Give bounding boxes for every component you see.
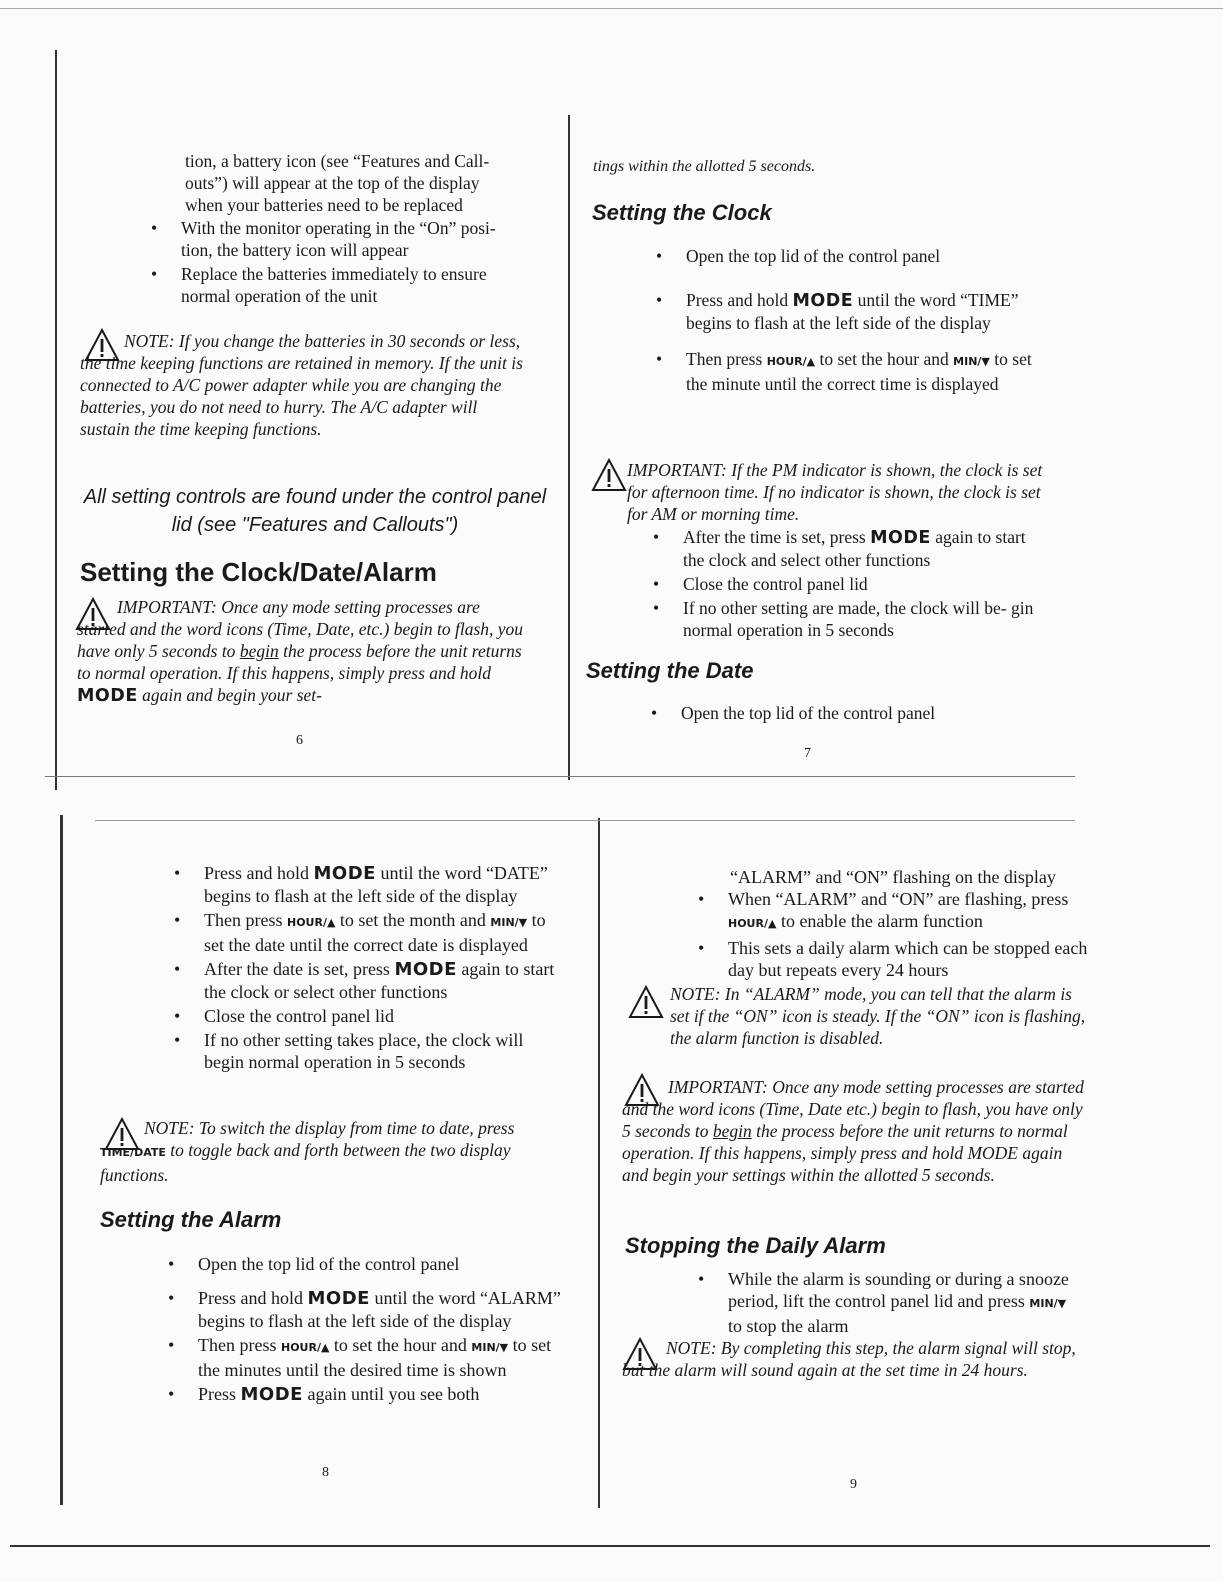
text-span: to set the month and — [339, 910, 486, 930]
controls-notice: All setting controls are found under the control panel lid (see "Features and Callouts") — [83, 486, 547, 536]
mode-key-label: MODE — [307, 1288, 370, 1309]
list-item: • Close the control panel lid — [170, 1005, 565, 1027]
scan-border-line — [0, 8, 1223, 9]
mode-key-label: MODE — [792, 291, 854, 311]
list-item: • Replace the batteries immediately to ensure normal operation of the unit — [147, 263, 527, 307]
mode-key-label: MODE — [394, 959, 457, 980]
text-span: to enable the alarm function — [780, 911, 983, 931]
list-item: • Close the control panel lid — [649, 573, 1049, 595]
page-number: 6 — [296, 733, 303, 748]
list-item: • This sets a daily alarm which can be stopped each day but repeats every 24 hours — [694, 937, 1104, 981]
scan-border-line — [55, 50, 57, 790]
warning-icon — [628, 985, 664, 1019]
text-span: NOTE: To switch the display from time to date, press — [144, 1118, 515, 1138]
page6-important — [77, 596, 532, 707]
list-item: • If no other setting are made, the clock will be- gin normal operation in 5 seconds — [649, 597, 1049, 641]
date-steps-cont — [170, 862, 565, 1075]
text-span: Press and hold — [204, 863, 309, 883]
section-heading: Setting the Clock/Date/Alarm — [80, 557, 437, 587]
page-number: 9 — [850, 1477, 857, 1492]
section-heading: Setting the Clock — [592, 200, 772, 225]
min-key-label: MIN/▼ — [490, 916, 528, 929]
page-divider — [598, 818, 600, 1508]
text-span: Then press — [204, 910, 283, 930]
text-span: Press and hold — [686, 290, 789, 310]
text-span: to set the minute until the correct time is displayed — [686, 349, 1032, 394]
text-span: to set the hour and — [819, 349, 949, 369]
min-key-label: MIN/▼ — [471, 1341, 509, 1354]
text-span: until the word “DATE” begins to flash at the left side of the display — [204, 863, 548, 906]
clock-important: IMPORTANT: If the PM indicator is shown, the clock is set for afternoon time. If no indicator is shown, the clock is set for AM or morning time. — [627, 460, 1043, 524]
text-span: While the alarm is sounding or during a snooze period, lift the control panel lid and press — [728, 1269, 1069, 1311]
time-date-key-label: TIME/DATE — [100, 1146, 166, 1159]
list-item — [170, 958, 565, 1003]
min-key-label: MIN/▼ — [953, 355, 990, 368]
page-number: 8 — [322, 1465, 329, 1480]
text-line: outs”) will appear at the top of the display — [185, 173, 480, 193]
page-divider — [95, 820, 1075, 821]
list-item — [694, 888, 1104, 935]
list-item: • Open the top lid of the control panel — [652, 245, 1042, 267]
list-item — [649, 526, 1049, 571]
text-span: again to start the clock and select other functions — [683, 527, 1026, 570]
min-key-label: MIN/▼ — [1029, 1297, 1067, 1310]
stop-alarm-note: NOTE: By completing this step, the alarm signal will stop, but the alarm will sound again at the set time in 24 hours. — [622, 1338, 1076, 1380]
list-item — [652, 348, 1042, 395]
clock-steps-cont — [649, 526, 1049, 643]
text-span: the process before the unit returns to normal operation. If this happens, simply press and hold — [77, 641, 522, 683]
text-span: the process before the unit returns to normal operation. If this happens, simply press and hold MODE again and begin your settings within the allotted 5 seconds. — [622, 1121, 1068, 1185]
list-item — [170, 862, 565, 907]
text-span: to set the minutes until the desired time is shown — [198, 1335, 552, 1380]
stop-alarm-steps — [694, 1268, 1084, 1339]
page-number: 7 — [804, 746, 811, 761]
warning-icon — [591, 458, 627, 492]
page-divider — [568, 115, 570, 780]
list-item — [170, 909, 565, 956]
text-span: again and begin your set- — [142, 685, 322, 705]
scan-border-line — [10, 1545, 1210, 1547]
text-span: until the word “ALARM” begins to flash at the left side of the display — [198, 1288, 561, 1331]
section-heading: Stopping the Daily Alarm — [625, 1233, 886, 1258]
page-divider — [45, 776, 1075, 777]
list-item — [164, 1383, 569, 1406]
mode-key-label: MODE — [77, 686, 138, 706]
page6-bullets — [147, 217, 527, 309]
clock-steps — [652, 245, 1042, 397]
text-span: to toggle back and forth between the two display functions. — [100, 1140, 511, 1185]
text-line: tion, a battery icon (see “Features and Call- — [185, 151, 490, 171]
text-span: until the word “TIME” begins to flash at the left side of the display — [686, 290, 1019, 333]
text-span: After the date is set, press — [204, 959, 390, 979]
list-item: • If no other setting takes place, the clock will begin normal operation in 5 seconds — [170, 1029, 565, 1073]
date-steps — [647, 702, 1047, 726]
hour-key-label: HOUR/▲ — [280, 1341, 330, 1354]
alarm-note: NOTE: In “ALARM” mode, you can tell that the alarm is set if the “ON” icon is steady. If the “ON” icon is flashing, the alarm function is disabled. — [670, 984, 1086, 1048]
page6-intro — [185, 150, 545, 216]
list-item — [164, 1334, 569, 1381]
text-span: again until you see both — [307, 1384, 480, 1404]
alarm-important — [622, 1076, 1092, 1186]
text-span: again to start the clock or select other functions — [204, 959, 555, 1002]
text-span: to set the date until the correct date is displayed — [204, 910, 546, 955]
list-item: • Open the top lid of the control panel — [164, 1253, 569, 1275]
hour-key-label: HOUR/▲ — [728, 917, 777, 930]
list-item — [164, 1287, 569, 1332]
text-span: Then press — [198, 1335, 277, 1355]
text-line: when your batteries need to be replaced — [185, 195, 463, 215]
alarm-steps — [164, 1253, 569, 1408]
mode-key-label: MODE — [313, 863, 376, 884]
carryover-text: tings within the allotted 5 seconds. — [593, 158, 816, 175]
text-span: After the time is set, press — [683, 527, 866, 547]
text-span: When “ALARM” and “ON” are flashing, press — [728, 889, 1069, 909]
underlined-word: begin — [712, 1121, 752, 1141]
text-span: Press — [198, 1384, 237, 1404]
list-item: • Open the top lid of the control panel — [647, 702, 1047, 724]
alarm-steps-cont — [694, 888, 1104, 983]
mode-key-label: MODE — [870, 528, 931, 548]
section-heading: Setting the Date — [586, 658, 754, 683]
text-span: Press and hold — [198, 1288, 303, 1308]
text-span: IMPORTANT: Once any mode setting processes are started and the word icons (Time, Date etc.) begin to flash, you have only 5 seconds to — [622, 1077, 1084, 1141]
hour-key-label: HOUR/▲ — [766, 355, 816, 368]
date-note — [100, 1117, 560, 1186]
page6-note: NOTE: If you change the batteries in 30 seconds or less, the time keeping functions are retained in memory. If the unit is connected to A/C power adapter while you are changing the batteries, you do not need to hurry. The A/C adapter will sustain the time keeping functions. — [80, 331, 523, 439]
list-item — [694, 1268, 1084, 1337]
mode-key-label: MODE — [240, 1384, 303, 1405]
carryover-text: “ALARM” and “ON” flashing on the display — [730, 867, 1056, 887]
section-heading: Setting the Alarm — [100, 1207, 282, 1232]
hour-key-label: HOUR/▲ — [286, 916, 336, 929]
list-item — [652, 289, 1042, 334]
text-span: to stop the alarm — [728, 1316, 849, 1336]
text-span: IMPORTANT: Once any mode setting processes are started and the word icons (Time, Date, etc.) begin to flash, you have only 5 seconds to — [77, 597, 524, 661]
scan-border-line — [60, 815, 63, 1505]
text-span: Then press — [686, 349, 763, 369]
text-span: to set the hour and — [333, 1335, 467, 1355]
list-item: • With the monitor operating in the “On” posi- tion, the battery icon will appear — [147, 217, 527, 261]
underlined-word: begin — [239, 641, 279, 661]
